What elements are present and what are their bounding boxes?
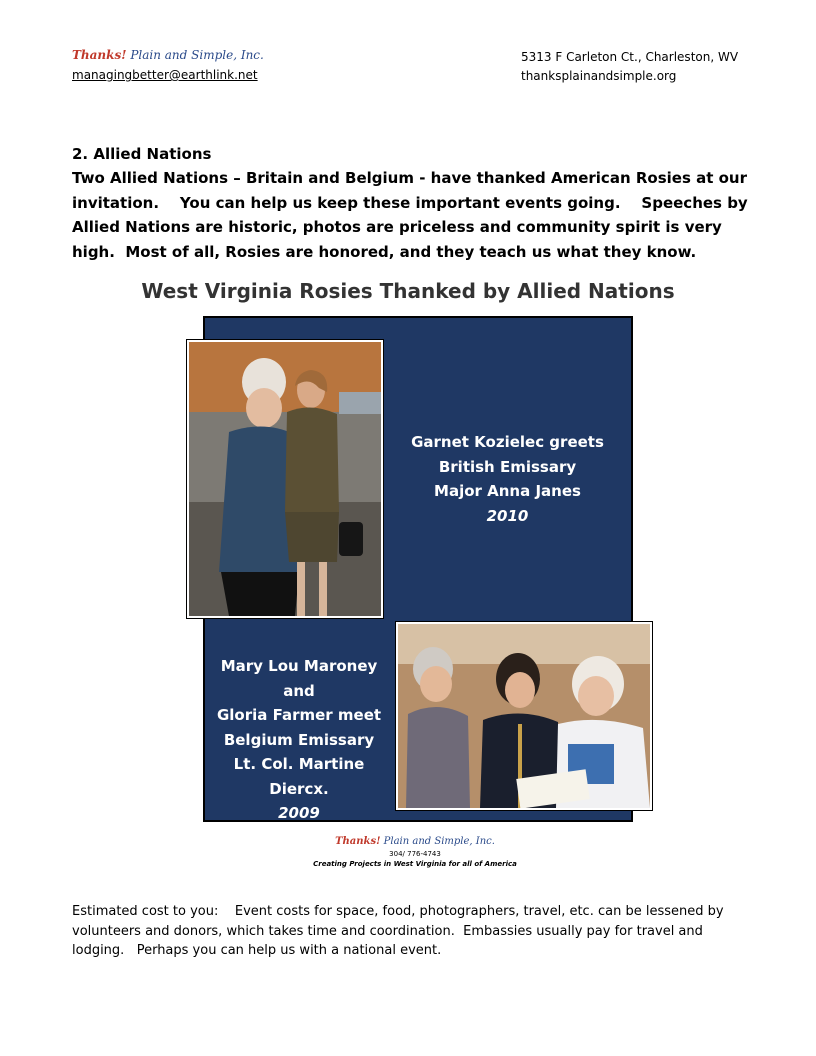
logo-brand: Thanks! Plain and Simple, Inc.: [335, 836, 495, 847]
email-link[interactable]: managingbetter@earthlink.net: [72, 68, 258, 82]
address: 5313 F Carleton Ct., Charleston, WV: [521, 50, 739, 64]
intro-paragraph: Two Allied Nations – Britain and Belgium - have thanked American Rosies at our invitation. You can help us keep these important events going. Speeches by Allied Nations are historic, photos are priceless and community spirit is very high. Most of all, Rosies are honored, and they teach us what they know.: [72, 169, 753, 261]
poster-title: West Virginia Rosies Thanked by Allied Nations: [141, 279, 675, 303]
letterhead-right: [521, 50, 738, 88]
caption-belgium-emissary: Mary Lou Maroney and Gloria Farmer meet Belgium Emissary Lt. Col. Martine Diercx. 2009: [204, 654, 394, 826]
logo-tagline: Creating Projects in West Virginia for all of America: [313, 860, 517, 868]
photo-garnet-and-emissary: [187, 340, 383, 618]
section-title: 2. Allied Nations: [72, 145, 212, 163]
company-logo-block: [280, 836, 550, 868]
caption-british-emissary: Garnet Kozielec greets British Emissary Major Anna Janes 2010: [385, 430, 630, 528]
caption-year: 2009: [278, 804, 320, 822]
estimated-cost-paragraph: Estimated cost to you: Event costs for space, food, photographers, travel, etc. can be lessened by volunteers and donors, which takes time and coordination. Embassies usually pay for travel and lodging. Perhaps you can help us with a national event.: [72, 904, 728, 958]
logo-phone: 304/ 776-4743: [389, 850, 441, 858]
letterhead-left: [72, 48, 264, 82]
photo-mary-lou-gloria-and-emissary: [396, 622, 652, 810]
caption-year: 2010: [486, 506, 529, 525]
brand-name: Thanks! Plain and Simple, Inc.: [72, 48, 264, 62]
website: thanksplainandsimple.org: [521, 69, 677, 83]
